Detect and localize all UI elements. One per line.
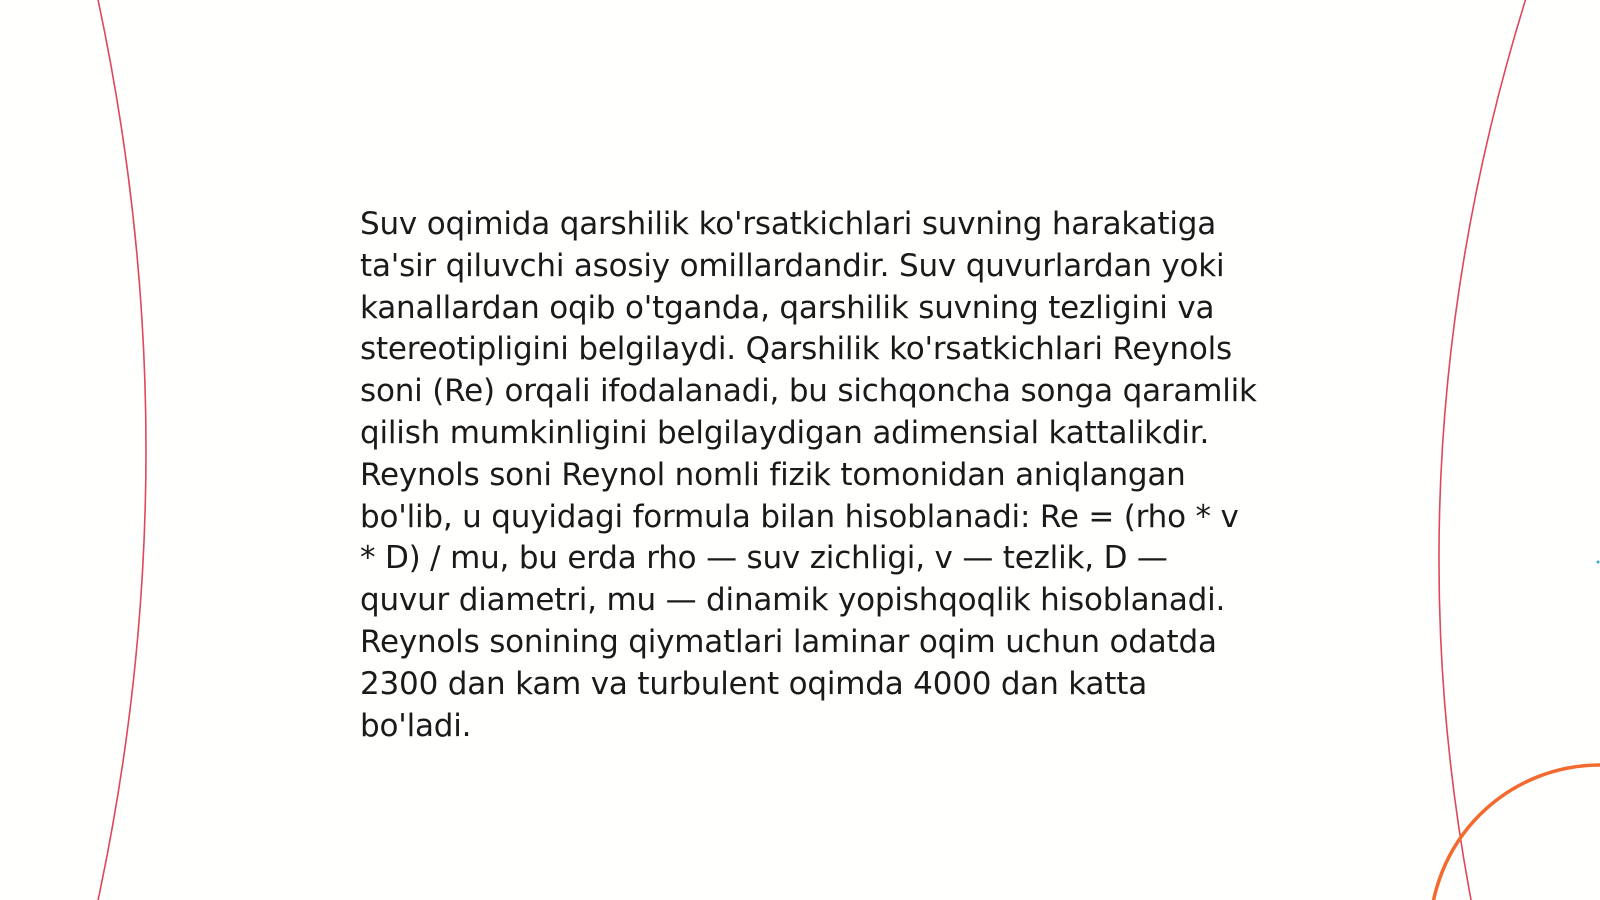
body-paragraph: Suv oqimida qarshilik ko'rsatkichlari suvning harakatiga ta'sir qiluvchi asosiy omillardandir. Suv quvurlardan yoki kanallardan oqib o'tganda, qarshilik suvning tezligini va stereotipligini belgilaydi. Qarshilik ko'rsatkichlari Reynols soni (Re) orqali ifodalanadi, bu sichqoncha songa qaramlik qilish mumkinligini belgilaydigan adimensial kattalikdir. Reynols soni Reynol nomli fizik tomonidan aniqlangan bo'lib, u quyidagi formula bilan hisoblanadi: Re = (rho * v * D) / mu, bu erda rho — suv zichligi, v — tezlik, D — quvur diametri, mu — dinamik yopishqoqlik hisoblanadi. Reynols sonining qiymatlari laminar oqim uchun odatda 2300 dan kam va turbulent oqimda 4000 dan katta bo'ladi. [360, 206, 1257, 744]
left-curve-line [97, 0, 146, 900]
right-curve-line [1439, 0, 1527, 900]
accent-dot [1597, 561, 1600, 564]
accent-arc [1430, 765, 1600, 900]
